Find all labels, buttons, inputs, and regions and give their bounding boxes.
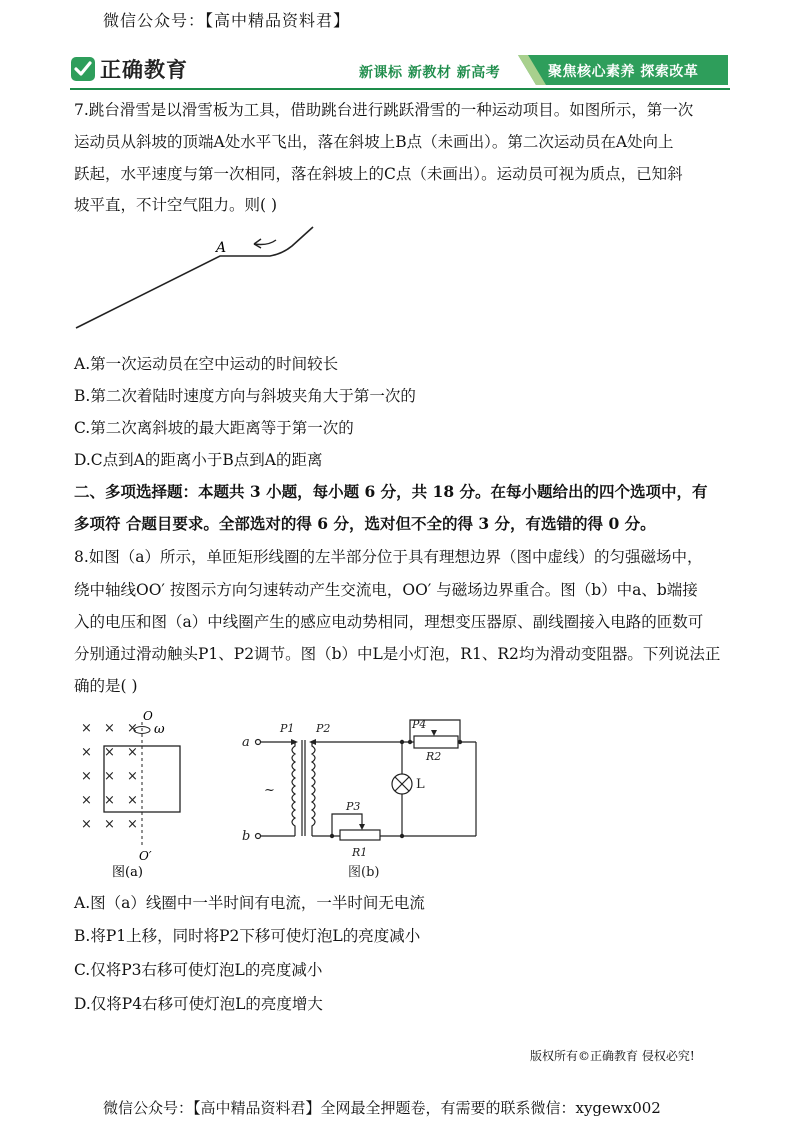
- svg-text:P2: P2: [316, 722, 331, 735]
- q7-stem-text-1: 7.跳台滑雪是以滑雪板为工具，借助跳台进行跳跃滑雪的一种运动项目。如图所示，第一次: [74, 101, 694, 119]
- svg-text:×: ×: [127, 769, 138, 784]
- section2-heading-line-2: 多项符 合题目要求。全部选对的得 6 分，选对但不全的得 3 分，有选错的得 0 分。: [74, 514, 656, 533]
- q8-figure-a: [72, 708, 202, 880]
- q8-stem-line-5: 确的是( ): [74, 677, 138, 695]
- slider-p3-arrow-icon: [359, 824, 365, 830]
- q7-stem-line-3: [74, 162, 683, 184]
- svg-text:×: ×: [127, 745, 138, 760]
- svg-text:图(b): 图(b): [348, 865, 380, 880]
- section2-heading-line-1: 二、多项选择题：本题共 3 小题，每小题 6 分，共 18 分。在每小题给出的四个选项中，有: [74, 482, 708, 501]
- q8-option-c: C.仅将P3右移可使灯泡L的亮度减小: [74, 961, 323, 979]
- brand-logo: [70, 54, 188, 84]
- svg-text:×: ×: [81, 769, 92, 784]
- arrow-left-icon: [254, 239, 261, 248]
- logo-text: 正确教育: [100, 58, 188, 82]
- q7-point-a-label: A: [216, 240, 227, 256]
- q8-stem-line-1: 8.如图（a）所示，单匝矩形线圈的左半部分位于具有理想边界（图中虚线）的匀强磁场中，: [74, 548, 703, 566]
- svg-text:×: ×: [127, 817, 138, 832]
- svg-text:图(a): 图(a): [112, 865, 143, 880]
- q7-stem-line-2: [74, 130, 674, 152]
- secondary-coil: [312, 742, 315, 836]
- magnetic-field-crosses: [81, 721, 138, 832]
- q8-figure-b: [238, 712, 488, 880]
- svg-text:P4: P4: [412, 718, 427, 731]
- q7-slope-figure: [70, 222, 330, 334]
- resistor-r1: [340, 830, 380, 840]
- svg-text:O′: O′: [139, 849, 152, 863]
- svg-text:ω: ω: [154, 722, 165, 737]
- q7-option-c: C.第二次离斜坡的最大距离等于第一次的: [74, 419, 354, 437]
- svg-text:×: ×: [104, 745, 115, 760]
- check-logo-icon: [70, 56, 96, 82]
- header-divider: [70, 88, 730, 90]
- q8-option-b: B.将P1上移，同时将P2下移可使灯泡L的亮度减小: [74, 927, 421, 945]
- q7-stem-text-2: 运动员从斜坡的顶端A处水平飞出，落在斜坡上B点（未画出）。第二次运动员在A处向上: [74, 133, 674, 151]
- terminal-a: [256, 740, 261, 745]
- svg-text:×: ×: [81, 817, 92, 832]
- copyright-notice: 版权所有©正确教育 侵权必究!: [530, 1049, 695, 1063]
- q8-stem-line-2: 绕中轴线OO′ 按图示方向匀速转动产生交流电，OO′ 与磁场边界重合。图（b）中a、b端接: [74, 581, 698, 599]
- q8-stem-line-3: 入的电压和图（a）中线圈产生的感应电动势相同，理想变压器原、副线圈接入电路的匝数可: [74, 613, 704, 631]
- svg-text:×: ×: [81, 793, 92, 808]
- svg-text:×: ×: [81, 721, 92, 736]
- svg-text:R2: R2: [426, 750, 442, 763]
- svg-text:×: ×: [127, 721, 138, 736]
- q7-option-b: B.第二次着陆时速度方向与斜坡夹角大于第一次的: [74, 387, 416, 405]
- q8-option-a: A.图（a）线圈中一半时间有电流，一半时间无电流: [74, 894, 425, 912]
- q7-stem-line-4: [74, 193, 277, 215]
- svg-text:P3: P3: [346, 800, 361, 813]
- svg-text:P1: P1: [280, 722, 295, 735]
- svg-text:R1: R1: [352, 846, 368, 859]
- svg-text:×: ×: [127, 793, 138, 808]
- svg-text:~: ~: [264, 783, 275, 798]
- terminal-b: [256, 834, 261, 839]
- svg-text:×: ×: [104, 721, 115, 736]
- svg-text:b: b: [242, 829, 251, 844]
- q7-stem-text-4: 坡平直，不计空气阻力。则( ): [74, 196, 278, 214]
- q8-option-d: D.仅将P4右移可使灯泡L的亮度增大: [74, 995, 323, 1013]
- banner-slogan-left: 新课标 新教材 新高考: [359, 65, 501, 81]
- svg-text:×: ×: [104, 817, 115, 832]
- svg-text:O: O: [143, 709, 153, 723]
- q7-stem-line-1: [74, 98, 693, 120]
- primary-coil: [292, 742, 295, 836]
- q8-stem-line-4: 分别通过滑动触头P1、P2调节。图（b）中L是小灯泡，R1、R2均为滑动变阻器。下列说法正: [74, 645, 721, 663]
- svg-text:×: ×: [104, 793, 115, 808]
- slider-p4-arrow-icon: [431, 730, 437, 736]
- svg-text:a: a: [242, 735, 250, 750]
- svg-text:×: ×: [104, 769, 115, 784]
- top-wechat-note: 微信公众号：【高中精品资料君】: [103, 11, 351, 30]
- svg-text:L: L: [416, 777, 425, 792]
- svg-text:×: ×: [81, 745, 92, 760]
- bottom-wechat-note: 微信公众号：【高中精品资料君】全网最全押题卷，有需要的联系微信：xygewx002: [103, 1099, 661, 1117]
- q7-option-d: D.C点到A的距离小于B点到A的距离: [74, 451, 323, 469]
- q7-option-a: A.第一次运动员在空中运动的时间较长: [74, 355, 339, 373]
- banner-slogan-right: 聚焦核心素养 探索改革: [548, 64, 699, 80]
- q7-stem-text-3: 跃起，水平速度与第一次相同，落在斜坡上的C点（未画出）。运动员可视为质点，已知斜: [74, 165, 683, 183]
- resistor-r2: [414, 736, 458, 748]
